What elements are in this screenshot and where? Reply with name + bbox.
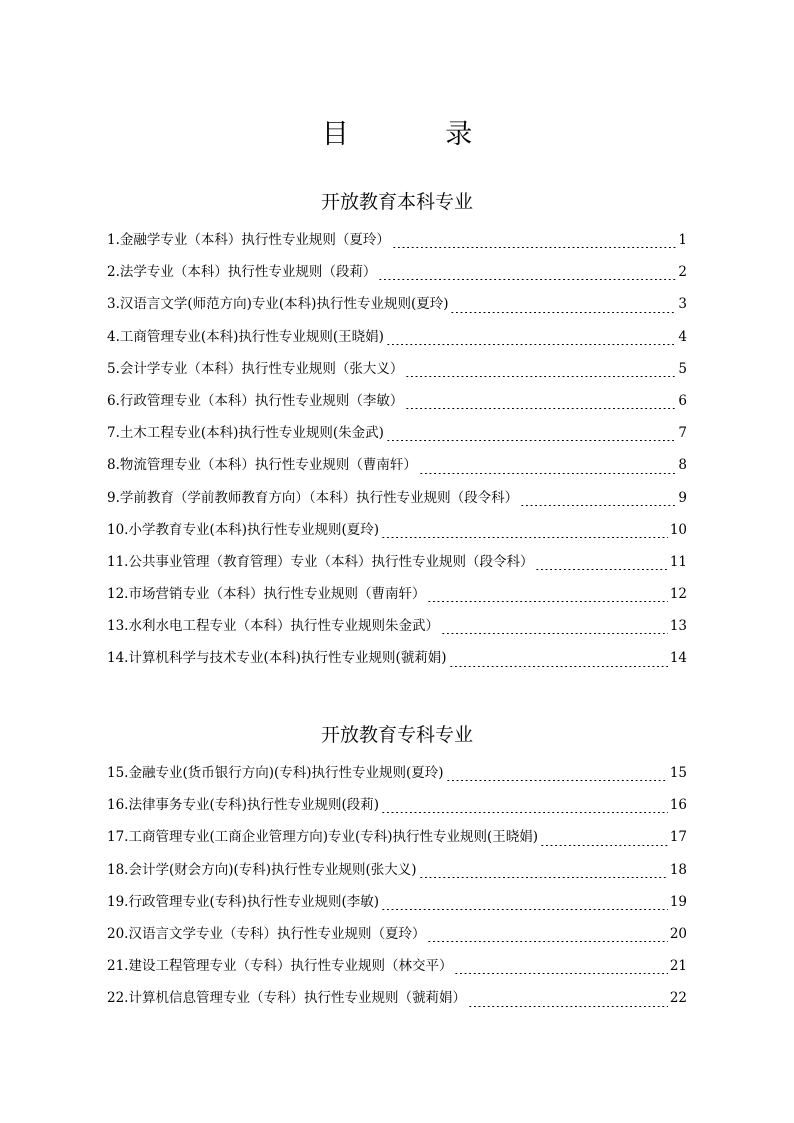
toc-entry[interactable] xyxy=(107,825,687,857)
toc-entry-text: 7.土木工程专业(本科)执行性专业规则(朱金武) xyxy=(107,425,384,442)
toc-entry-text: 15.金融专业(货币银行方向)(专科)执行性专业规则(夏玲) xyxy=(107,765,444,781)
toc-entry-text: 16.法律事务专业(专科)执行性专业规则(段莉) xyxy=(107,797,380,814)
toc-entry[interactable] xyxy=(107,453,687,485)
toc-page-number: 3 xyxy=(678,296,687,313)
dot-leader xyxy=(540,845,668,846)
toc-page-number: 4 xyxy=(678,328,687,345)
toc-page-number: 20 xyxy=(669,925,687,942)
toc-page-number: 16 xyxy=(669,797,687,814)
dot-leader xyxy=(381,537,668,538)
toc-title: 目 录 xyxy=(321,119,517,150)
toc-entry-text: 9.学前教育（学前教师教育方向）（本科）执行性专业规则（段令科） xyxy=(107,489,519,506)
toc-entry[interactable] xyxy=(107,357,687,389)
toc-page-number: 9 xyxy=(678,489,687,506)
toc-page-number: 5 xyxy=(678,360,687,377)
toc-entry-text: 4.工商管理专业(本科)执行性专业规则(王晓娟) xyxy=(107,328,384,345)
toc-entry-text: 17.工商管理专业(工商企业管理方向)专业(专科)执行性专业规则(王晓娟) xyxy=(107,829,539,846)
toc-entry[interactable] xyxy=(107,890,687,922)
toc-page-number: 8 xyxy=(678,457,687,474)
toc-entry[interactable] xyxy=(107,986,687,1018)
toc-page-number: 10 xyxy=(669,521,687,538)
dot-leader xyxy=(468,1006,668,1007)
section-title-junior-college: 开放教育专科专业 xyxy=(320,724,473,746)
toc-page-number: 22 xyxy=(669,990,687,1007)
toc-entry[interactable] xyxy=(107,954,687,986)
toc-entry-text: 8.物流管理专业（本科）执行性专业规则（曹南轩） xyxy=(107,457,417,474)
toc-entry[interactable] xyxy=(107,292,687,324)
dot-leader xyxy=(419,473,677,474)
toc-page-number: 18 xyxy=(669,861,687,878)
dot-leader xyxy=(520,505,676,506)
toc-page-number: 19 xyxy=(669,893,687,910)
toc-entry[interactable] xyxy=(107,922,687,954)
toc-page-number: 11 xyxy=(669,553,687,570)
toc-entry[interactable] xyxy=(107,389,687,421)
dot-leader xyxy=(386,440,676,441)
dot-leader xyxy=(392,247,677,248)
toc-entry-text: 1.金融学专业（本科）执行性专业规则（夏玲） xyxy=(107,232,390,248)
toc-entry-text: 6.行政管理专业（本科）执行性专业规则（李敏） xyxy=(107,392,404,409)
toc-entry[interactable] xyxy=(107,550,687,582)
dot-leader xyxy=(449,666,668,667)
toc-entry[interactable] xyxy=(107,582,687,614)
dot-leader xyxy=(386,344,676,345)
section-title-undergraduate: 开放教育本科专业 xyxy=(320,191,473,213)
toc-page-number: 12 xyxy=(669,586,687,603)
dot-leader xyxy=(446,780,668,781)
toc-page-number: 6 xyxy=(678,392,687,409)
toc-entry[interactable] xyxy=(107,486,687,518)
toc-list-junior-college xyxy=(107,761,687,1019)
toc-page-number: 15 xyxy=(669,765,687,781)
toc-entry[interactable] xyxy=(107,793,687,825)
dot-leader xyxy=(427,941,667,942)
toc-entry-text: 13.水利水电工程专业（本科）执行性专业规则朱金武） xyxy=(107,618,439,635)
toc-entry[interactable] xyxy=(107,858,687,890)
toc-page-number: 14 xyxy=(669,650,687,667)
toc-page-number: 13 xyxy=(669,618,687,635)
toc-entry[interactable] xyxy=(107,228,687,260)
toc-page-number: 1 xyxy=(678,232,687,248)
toc-entry-text: 11.公共事业管理（教育管理）专业（本科）执行性专业规则（段令科） xyxy=(107,553,534,570)
dot-leader xyxy=(450,312,676,313)
dot-leader xyxy=(405,376,676,377)
toc-entry-text: 20.汉语言文学专业（专科）执行性专业规则（夏玲） xyxy=(107,925,426,942)
toc-page-number: 2 xyxy=(678,264,687,281)
toc-entry[interactable] xyxy=(107,646,687,678)
toc-entry-text: 5.会计学专业（本科）执行性专业规则（张大义） xyxy=(107,360,404,377)
dot-leader xyxy=(405,408,676,409)
toc-entry[interactable] xyxy=(107,260,687,292)
toc-entry[interactable] xyxy=(107,761,687,793)
toc-entry-text: 10.小学教育专业(本科)执行性专业规则(夏玲) xyxy=(107,521,380,538)
toc-entry[interactable] xyxy=(107,325,687,357)
toc-page-number: 7 xyxy=(678,425,687,442)
dot-leader xyxy=(381,812,668,813)
toc-page-number: 17 xyxy=(669,829,687,846)
dot-leader xyxy=(535,569,667,570)
toc-entry-text: 12.市场营销专业（本科）执行性专业规则（曹南轩） xyxy=(107,586,426,603)
toc-entry-text: 3.汉语言文学(师范方向)专业(本科)执行性专业规则(夏玲) xyxy=(107,296,449,313)
toc-entry-text: 22.计算机信息管理专业（专科）执行性专业规则（虢莉娟） xyxy=(107,990,466,1007)
toc-page-number: 21 xyxy=(669,958,687,975)
toc-entry-text: 18.会计学(财会方向)(专科)执行性专业规则(张大义) xyxy=(107,861,417,878)
toc-entry[interactable] xyxy=(107,614,687,646)
dot-leader xyxy=(427,601,667,602)
toc-entry[interactable] xyxy=(107,518,687,550)
toc-entry-text: 21.建设工程管理专业（专科）执行性专业规则（林交平） xyxy=(107,958,453,975)
toc-entry-text: 14.计算机科学与技术专业(本科)执行性专业规则(虢莉娟) xyxy=(107,650,447,667)
dot-leader xyxy=(381,909,668,910)
toc-entry-text: 2.法学专业（本科）执行性专业规则（段莉） xyxy=(107,264,377,281)
dot-leader xyxy=(378,279,676,280)
toc-list-undergraduate xyxy=(107,228,687,679)
toc-entry-text: 19.行政管理专业(专科)执行性专业规则(李敏) xyxy=(107,893,380,910)
dot-leader xyxy=(454,973,667,974)
toc-entry[interactable] xyxy=(107,421,687,453)
dot-leader xyxy=(419,877,668,878)
dot-leader xyxy=(441,633,668,634)
